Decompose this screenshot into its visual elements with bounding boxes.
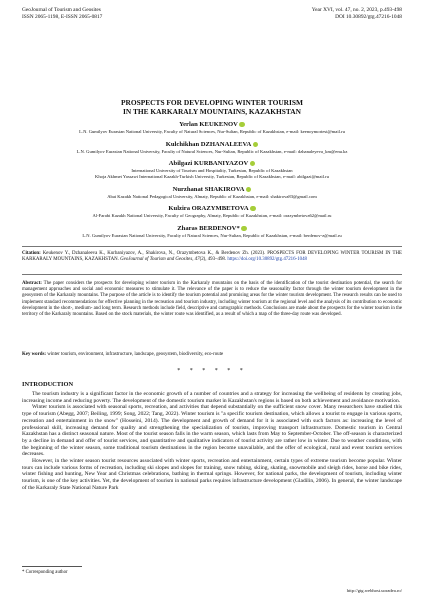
keywords-text: winter tourism, environment, infrastructure, landscape, geosystem, biodiversity, eco-route bbox=[47, 352, 224, 357]
keywords-block bbox=[22, 352, 402, 358]
paragraph: However, in the winter season tourist resources associated with winter sports, recreation and entertainment, certain types of extreme tourism become popular. Winter tours can include various forms of recreation, including ski slopes and slopes for training, snow tubing, skiing, skating, snowmobile and sleigh rides, horse and bike rides, winter fishing and hunting, New Year and Christmas celebrations, bathing in thermal springs. However, for national parks, the development of tourism, including winter tourism, is one of the key activities. Yet, the development of tourism in national parks requires infrastructure development (Gladilin, 2006). In general, the winter landscape of the Karkaraly State National Nature Park bbox=[22, 458, 402, 491]
journal-header-right bbox=[312, 7, 402, 21]
section-separator: * * * * * * bbox=[177, 368, 247, 374]
author-block bbox=[22, 205, 402, 219]
abstract-label: Abstract: bbox=[22, 281, 42, 286]
orcid-icon[interactable] bbox=[241, 226, 247, 232]
author-name: Nurzhanat SHAKIROVA bbox=[172, 186, 245, 193]
introduction-body bbox=[22, 391, 402, 492]
orcid-icon[interactable] bbox=[253, 142, 259, 148]
orcid-icon[interactable] bbox=[246, 187, 252, 193]
corresponding-marker: * bbox=[236, 225, 240, 232]
author-affiliation: International University of Tourism and Hospitality, Turkestan, Republic of Kazakhstan bbox=[131, 168, 293, 173]
keywords-label: Key words: bbox=[22, 352, 47, 357]
author-block bbox=[22, 225, 402, 239]
author-name: Zharas BERDENOV bbox=[177, 225, 237, 232]
author-affiliation: Al-Farabi Kazakh National University, Faculty of Geography, Almaty, Republic of Kazakhstan, e-mail: orazymbetova62@mail.ru bbox=[92, 213, 332, 218]
journal-url[interactable]: http://gtg.webhost.uoradea.ro/ bbox=[346, 588, 402, 593]
author-name: Abilgazi KURBANIYAZOV bbox=[168, 160, 249, 167]
author-name: Kulchikhan DZHANALEEVA bbox=[165, 141, 252, 148]
orcid-icon[interactable] bbox=[250, 206, 256, 212]
author-block bbox=[22, 121, 402, 135]
footnote-divider bbox=[22, 566, 82, 567]
citation-pages: (2), 493–498. bbox=[199, 257, 227, 263]
author-block bbox=[22, 186, 402, 200]
citation-doi-link[interactable]: https://doi.org/10.30892/gtg.47216-1048 bbox=[227, 257, 307, 263]
author-block bbox=[22, 160, 402, 180]
issn: ISSN 2065-1198, E-ISSN 2065-0817 bbox=[22, 13, 103, 20]
journal-name: GeoJournal of Tourism and Geosites bbox=[22, 7, 101, 13]
abstract-text: The paper considers the prospects for developing winter tourism in the Karkaraly mountains on the basis of the identification of the tourist destination potential, the search for management approaches and social and economic measures to stimulate it. The relevance of the paper is to reduce the seasonality factor through the winter tourism development in the geosystem of the Karkaraly mountains. The purpose of the article is to identify the tourism potential and promising areas for the winter tourism development. The research results can be used to implement standard recommendations for effective planning in the recreation and tourism industry, including winter tourism at the regional level and the analysis of its contribution to economic development in the short-, medium- and long term. Research methods include field, descriptive and cartographic methods. Conclusions are made about the prospects for the winter tourism in the territory of the Karkaraly mountains. Based on the stock materials, the winter route was identified, as a result of which a map of the three-day route was developed. bbox=[22, 281, 403, 318]
orcid-icon[interactable] bbox=[250, 161, 256, 167]
author-affiliation: L.N. Gumilyov Eurasian National University, Faculty of Natural Sciences, Nur-Sultan, Republic of Kazakhstan, e-mail: berdenov-z@mail.ru bbox=[82, 233, 342, 238]
author-affiliation: Khoja Akhmet Yassawi International Kazakh-Turkish University, Turkestan, Republic of Kazakhstan, e-mail: abilgazi@mail.ru bbox=[95, 174, 329, 179]
citation-label: Citation: bbox=[22, 251, 41, 256]
journal-header-left bbox=[22, 7, 102, 21]
paragraph: Winter tourism is associated with seasonal sports, recreation, and activities that depend substantially on the sufficient snow cover. Many researchers have studied this type of tourism (Abegg, 2007; Beiling, 1999; Song, 2022; Tang, 2022). Winter tourism is "a specific tourism destination, which allows a tourist to engage in various sports, recreation and entertainment in the snow" (Hosseini, 2014). The development and growth of demand for it is associated with such factors as: increasing the level of professional skill, increasing demand for quality and strengthening the specialization of tourists, improving transport infrastructure. Domestic tourism in Central Kazakhstan has a distinct seasonal nature. Most of the tourist season falls in the warm season, which lasts from May to September-October. The off-season is characterized by a decline in demand and offer of tourist services, and quantitative and qualitative indicators of tourist activity are rather low in winter. Due to weather conditions, with the beginning of the winter season, some traditional tourism destinations in the region become unavailable, and the offer of ecological, rural and event tourism services decreases. bbox=[22, 404, 402, 458]
author-block bbox=[22, 141, 402, 155]
author-affiliation: L.N. Gumilyov Eurasian National University, Faculty of Natural Sciences, Nur-Sultan, Republic of Kazakhstan, e-mail: keenoymoriest@mail.ru bbox=[79, 129, 345, 134]
divider bbox=[22, 246, 402, 247]
author-name: Kulzira ORAZYMBETOVA bbox=[168, 205, 249, 212]
citation-text: Keukenov Y., Dzhanaleeva K., Kurbaniyazov, A., Shakirova, N., Orazymbetova K., & Berdenov Zh. (2023). PROSPECTS FOR DEVELOPING WINTER TOURISM IN THE KARKARALY MOUNTAINS, KAZAKHSTAN. bbox=[22, 251, 402, 263]
citation-journal: GeoJournal of Tourism and Geosites, 47 bbox=[120, 257, 200, 263]
author-name: Yerlan KEUKENOV bbox=[179, 121, 238, 128]
orcid-icon[interactable] bbox=[239, 122, 245, 128]
article-title: PROSPECTS FOR DEVELOPING WINTER TOURISM IN THE KARKARALY MOUNTAINS, KAZAKHSTAN bbox=[121, 98, 303, 117]
citation-block bbox=[22, 251, 402, 263]
footnote: * Corresponding author bbox=[22, 570, 68, 575]
paragraph: The tourism industry is a significant factor in the economic growth of a number of countries and a strategy for increasing the wellbeing of residents by creating jobs, increasing income and reducing poverty. The development of the domestic tourism market in Kazakhstan's regions is based on both achievement and avoidance motivation. bbox=[22, 391, 402, 404]
section-heading: INTRODUCTION bbox=[22, 381, 74, 388]
author-affiliation: Abai Kazakh National Pedagogical University, Almaty, Republic of Kazakhstan, e-mail: shakirova83@gmail.com bbox=[107, 194, 317, 199]
author-affiliation: L.N. Gumilyov Eurasian National University, Faculty of Natural Sciences, Nur-Sultan, Republic of Kazakhstan, e-mail: dzhanaleyeva_km@enu.kz bbox=[76, 149, 348, 154]
divider bbox=[22, 274, 402, 275]
abstract-block bbox=[22, 281, 402, 318]
volume-info: Year XVI, vol. 47, no. 2, 2023, p.493-498 bbox=[311, 7, 402, 13]
doi: DOI 10.30892/gtg.47216-1048 bbox=[335, 13, 402, 20]
